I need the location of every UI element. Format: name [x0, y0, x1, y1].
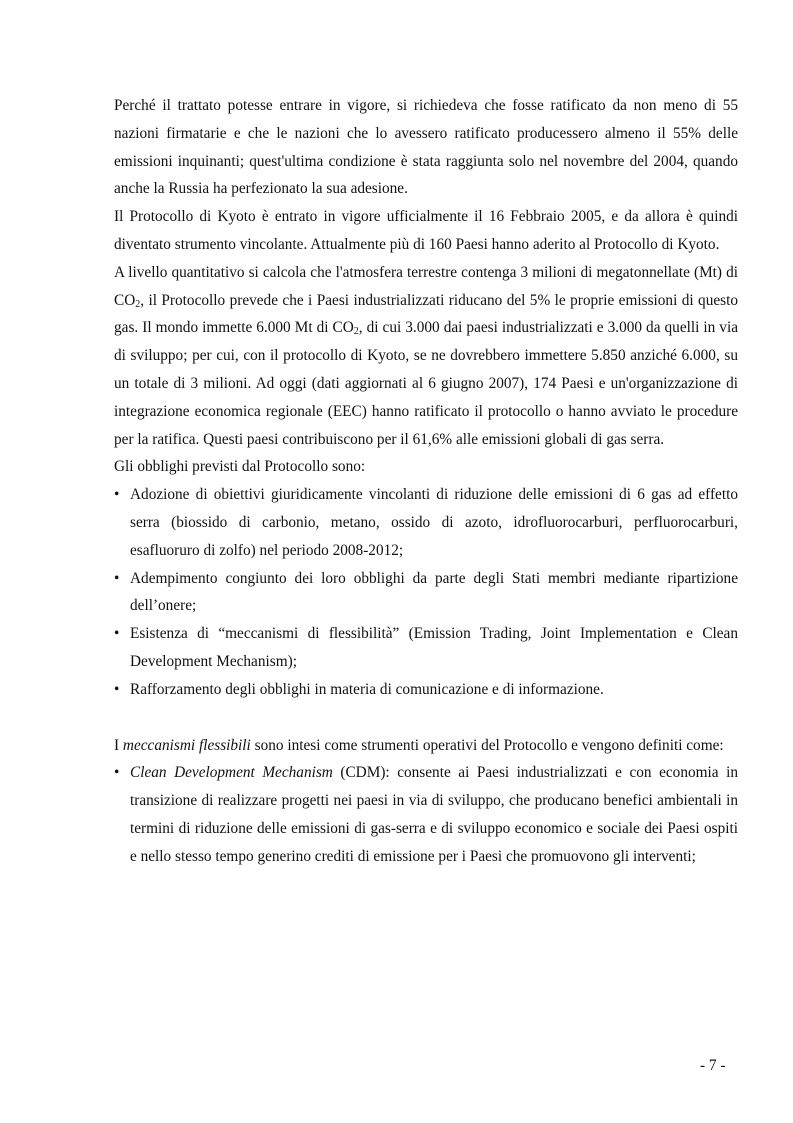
list-item-text: Rafforzamento degli obblighi in materia di comunicazione e di informazione.: [130, 680, 604, 698]
list-item-text: Adempimento congiunto dei loro obblighi da parte degli Stati membri mediante ripartizione dell’onere;: [130, 569, 738, 615]
subscript-2: 2: [353, 326, 359, 338]
paragraph-flexible-mechanisms: [114, 732, 738, 760]
list-item-obligation: [114, 620, 738, 676]
italic-term: Clean Development Mechanism: [130, 764, 333, 782]
paragraph-entry-into-force: Il Protocollo di Kyoto è entrato in vigore ufficialmente il 16 Febbraio 2005, e da allora è quindi diventato strumento vincolante. Attualmente più di 160 Paesi hanno aderito al Protocollo di Kyoto.: [114, 208, 738, 253]
list-item-cdm: [114, 759, 738, 870]
list-item-text: Esistenza di “meccanismi di flessibilità” (Emission Trading, Joint Implementation e Clean Development Mechanism);: [130, 625, 738, 670]
list-item-obligation: [114, 676, 738, 704]
text-segment: , il Protocollo prevede che i Paesi industrializzati riducano del 5% le proprie emissioni di questo gas. Il mondo immette 6.000 Mt di CO: [114, 291, 738, 337]
text-segment: , di cui 3.000 dai paesi industrializzati e 3.000 da quelli in via di sviluppo; per cui, con il protocollo di Kyoto, se ne dovrebbero immettere 5.850 anziché 6.000, su un totale di 3 milioni. Ad oggi (dati aggiornati al 6 giugno 2007), 174 Paesi e un'organizzazione di integrazione economica regionale (EEC) hanno ratificato il protocollo o hanno avviato le procedure per la ratifica. Questi paesi contribuiscono per il 61,6% alle emissioni globali di gas serra.: [114, 319, 738, 448]
page-number: - 7 -: [700, 1057, 726, 1074]
list-item-text: Adozione di obiettivi giuridicamente vincolanti di riduzione delle emissioni di 6 gas ad effetto serra (biossido di carbonio, metano, ossido di azoto, idrofluorocarburi, perfluorocarburi, esafluoruro di zolfo) nel periodo 2008-2012;: [130, 486, 738, 559]
list-item-text: (CDM): consente ai Paesi industrializzati e con economia in transizione di realizzare progetti nei paesi in via di sviluppo, che producano benefici ambientali in termini di riduzione delle emissioni di gas-serra e di sviluppo economico e sociale dei Paesi ospiti e nello stesso tempo generino crediti di emissione per i Paesi che promuovono gli interventi;: [130, 764, 738, 865]
text-segment: A livello quantitativo si calcola che l'atmosfera terrestre contenga 3 milioni di megatonnellate (Mt) di CO: [114, 263, 738, 309]
page-body: [114, 92, 738, 871]
paragraph-spacer: [114, 704, 738, 732]
bullet-icon: •: [114, 625, 120, 643]
bullet-icon: •: [114, 764, 120, 782]
italic-term: meccanismi flessibili: [122, 736, 251, 754]
list-item-obligation: [114, 565, 738, 621]
bullet-icon: •: [114, 569, 120, 587]
list-item-obligation: [114, 481, 738, 564]
text-segment: I: [114, 736, 123, 754]
paragraph-quantitative: [114, 259, 738, 454]
bullet-icon: •: [114, 486, 120, 504]
subscript-2: 2: [135, 298, 141, 310]
paragraph-obligations-intro: Gli obblighi previsti dal Protocollo sono:: [114, 458, 366, 476]
paragraph-ratification: Perché il trattato potesse entrare in vigore, si richiedeva che fosse ratificato da non meno di 55 nazioni firmatarie e che le nazioni che lo avessero ratificato producessero almeno il 55% delle emissioni inquinanti; quest'ultima condizione è stata raggiunta solo nel novembre del 2004, quando anche la Russia ha perfezionato la sua adesione.: [114, 97, 738, 198]
text-segment: sono intesi come strumenti operativi del Protocollo e vengono definiti come:: [250, 736, 724, 754]
bullet-icon: •: [114, 680, 120, 698]
